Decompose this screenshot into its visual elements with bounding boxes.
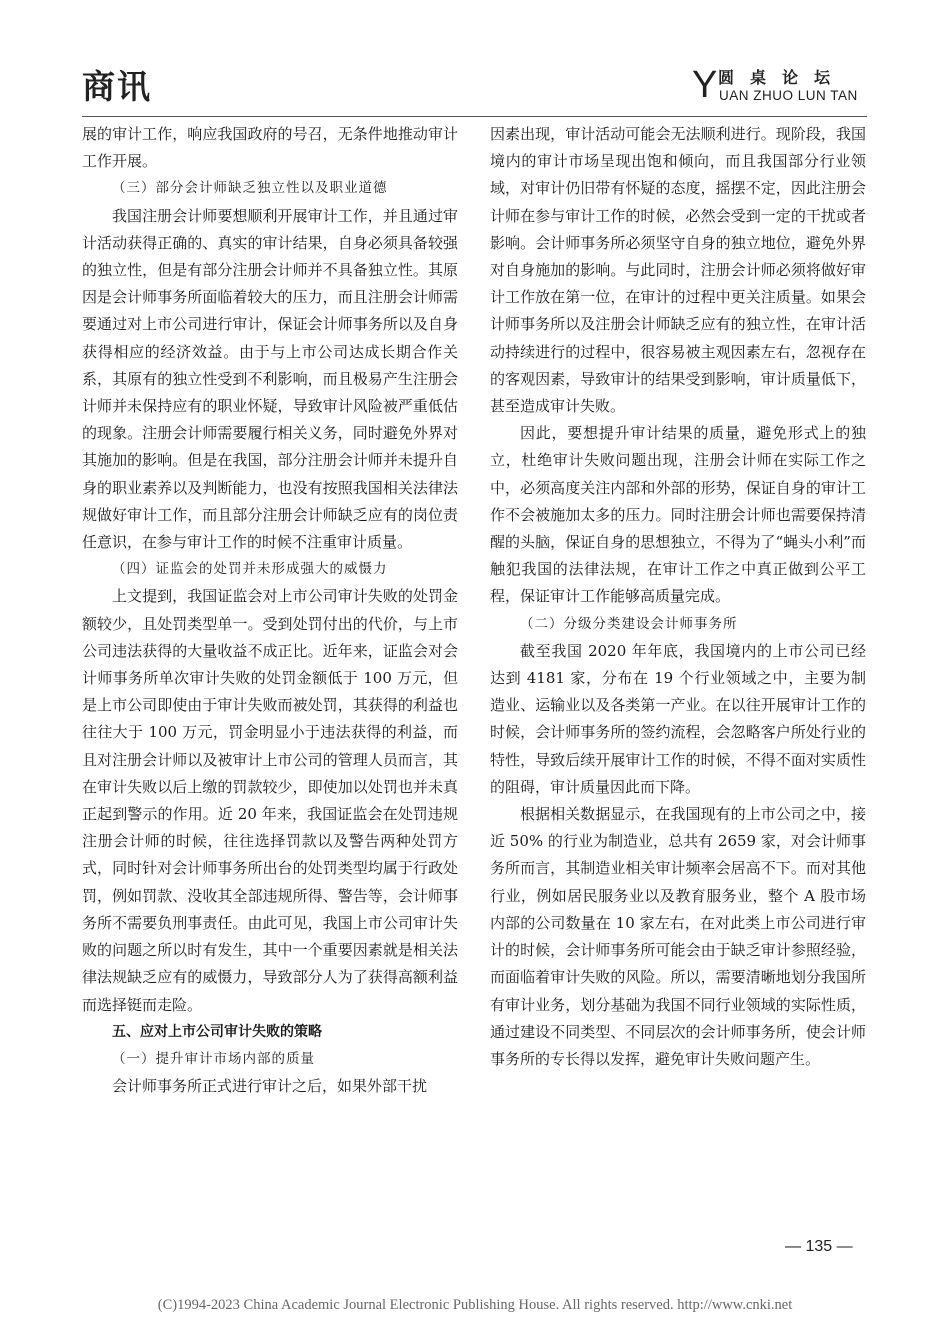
paragraph: 截至我国 2020 年年底，我国境内的上市公司已经达到 4181 家，分布在 19 个行业领域之中，主要为制造业、运输业以及各类第一产业。在以往开展审计工作的时候，会计师事务所的签约流程，会忽略客户所处行业的特性，导致后续开展审计工作的时候，不得不面对实质性的阻碍，审计质量因此而下降。: [490, 641, 866, 796]
left-column: [82, 121, 458, 1100]
paragraph: 展的审计工作，响应我国政府的号召，无条件地推动审计工作开展。: [82, 125, 458, 171]
subheading: （三）部分会计师缺乏独立性以及职业道德: [112, 180, 388, 197]
subheading: （一）提升审计市场内部的质量: [112, 1050, 315, 1067]
subheading: （四）证监会的处罚并未形成强大的威慑力: [112, 561, 388, 578]
paragraph: 根据相关数据显示，在我国现有的上市公司之中，接近 50% 的行业为制造业，总共有 2659 家，对会计师事务所而言，其制造业相关审计频率会居高不下。而对其他行业，例如居民服务业以及教育服务业，整个 A 股市场内部的公司数量在 10 家左右，在对此类上市公司进行审计的时候，会计师事务所可能会由于缺乏审计参照经验，而面临着审计失败的风险。所以，需要清晰地划分我国所有审计业务，划分基础为我国不同行业领域的实际性质，通过建设不同类型、不同层次的会计师事务所，使会计师事务所的专长得以发挥，避免审计失败问题产生。: [490, 805, 866, 1068]
column-title-cn: 圆桌论坛: [718, 68, 847, 87]
paragraph: 上文提到，我国证监会对上市公司审计失败的处罚金额较少，且处罚类型单一。受到处罚付出的代价，与上市公司违法获得的大量收益不成正比。近年来，证监会对会计师事务所单次审计失败的处罚金额低于 100 万元，但是上市公司即使由于审计失败而被处罚，其获得的利益也往往大于 100 万元，罚金明显小于违法获得的利益，而且对注册会计师以及被审计上市公司的管理人员而言，其在审计失败以后上缴的罚款较少，即使加以处罚也并未真正起到警示的作用。近 20 年来，我国证监会在处罚违规注册会计师的时候，往往选择罚款以及警告两种处罚方式，同时针对会计师事务所出台的处罚类型均属于行政处罚，例如罚款、没收其全部违规所得、警告等，会计师事务所不需要负刑事责任。由此可见，我国上市公司审计失败的问题之所以时有发生，其中一个重要因素就是相关法律法规缺乏应有的威慑力，导致部分人为了获得高额利益而选择铤而走险。: [82, 587, 458, 1014]
header-divider: [82, 116, 867, 117]
journal-title: 商讯: [82, 67, 152, 106]
column-title-en: UAN ZHUO LUN TAN: [719, 88, 858, 103]
column-initial: Y: [692, 64, 718, 106]
paragraph: 我国注册会计师要想顺利开展审计工作，并且通过审计活动获得正确的、真实的审计结果，自身必须具备较强的独立性，但是有部分注册会计师并不具备独立性。其原因是会计师事务所面临着较大的压力，而且注册会计师需要通过对上市公司进行审计，保证会计师事务所以及自身获得相应的经济效益。由于与上市公司达成长期合作关系，其原有的独立性受到不利影响，而且极易产生注册会计师并未保持应有的职业怀疑，导致审计风险被严重低估的现象。注册会计师需要履行相关义务，同时避免外界对其施加的影响。但是在我国，部分注册会计师并未提升自身的职业素养以及判断能力，也没有按照我国相关法律法规做好审计工作，而且部分注册会计师缺乏应有的岗位责任意识，在参与审计工作的时候不注重审计质量。: [82, 206, 458, 552]
section-heading: 五、应对上市公司审计失败的策略: [112, 1023, 322, 1040]
subheading: （二）分级分类建设会计师事务所: [520, 615, 738, 632]
page-number: — 135 —: [785, 1238, 853, 1255]
paragraph: 会计师事务所正式进行审计之后，如果外部干扰: [112, 1077, 428, 1096]
right-column: [490, 121, 866, 1073]
paragraph: 因此，要想提升审计结果的质量，避免形式上的独立，杜绝审计失败问题出现，注册会计师在实际工作之中，必须高度关注内部和外部的形势，保证自身的审计工作不会被施加太多的压力。同时注册会计师也需要保持清醒的头脑，保证自身的思想独立，不得为了“蝇头小利”而触犯我国的法律法规，在审计工作之中真正做到公平工程，保证审计工作能够高质量完成。: [490, 424, 866, 606]
paragraph: 因素出现，审计活动可能会无法顺利进行。现阶段，我国境内的审计市场呈现出饱和倾向，而且我国部分行业领域，对审计仍旧带有怀疑的态度，摇摆不定，因此注册会计师在参与审计工作的时候，必然会受到一定的干扰或者影响。会计师事务所必须坚守自身的独立地位，避免外界对自身施加的影响。与此同时，注册会计师必须将做好审计工作放在第一位，在审计的过程中更关注质量。如果会计师事务所以及注册会计师缺乏应有的独立性，在审计活动持续进行的过程中，很容易被主观因素左右，忽视存在的客观因素，导致审计的结果受到影响，审计质量低下，甚至造成审计失败。: [490, 125, 866, 416]
copyright-notice: (C)1994-2023 China Academic Journal Electronic Publishing House. All rights reserved. http://www.cnki.net: [157, 1297, 793, 1313]
